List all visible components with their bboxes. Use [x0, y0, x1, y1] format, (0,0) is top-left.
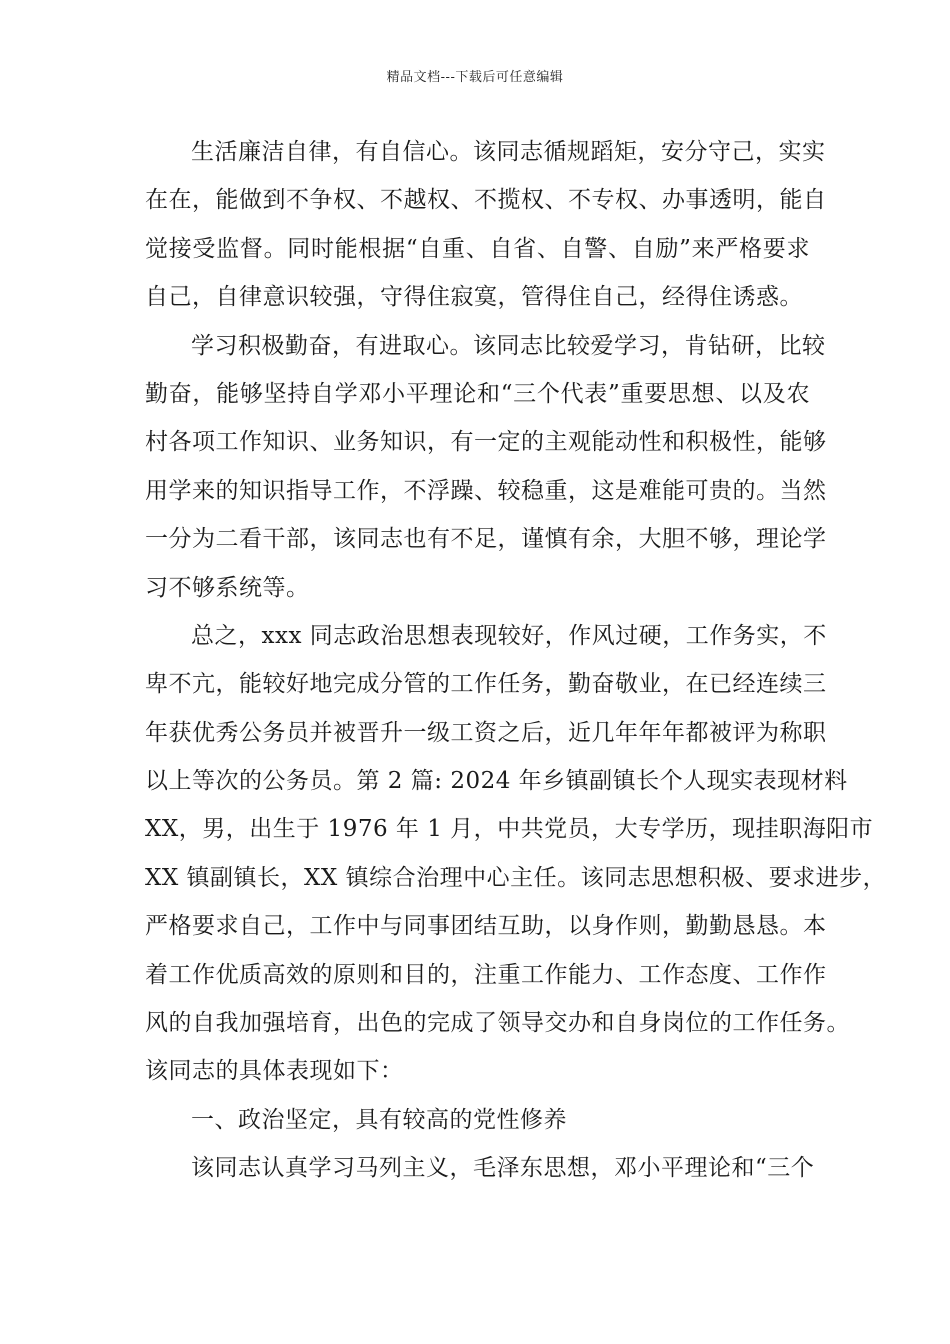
text-line: XX，男，出生于 1976 年 1 月，中共党员，大专学历，现挂职海阳市: [145, 816, 874, 843]
text-line: 一、政治坚定，具有较高的党性修养: [191, 1106, 567, 1133]
text-line: 年获优秀公务员并被晋升一级工资之后，近几年年年都被评为称职: [145, 719, 827, 746]
text-line: 村各项工作知识、业务知识，有一定的主观能动性和积极性，能够: [145, 429, 827, 456]
text-line: 以上等次的公务员。第 2 篇: 2024 年乡镇副镇长个人现实表现材料: [145, 768, 848, 795]
document-body: [145, 128, 887, 1193]
text-line: 卑不亢，能较好地完成分管的工作任务，勤奋敬业，在已经连续三: [145, 671, 827, 698]
text-line: 学习积极勤奋，有进取心。该同志比较爱学习，肯钻研，比较: [191, 332, 826, 359]
text-line: 风的自我加强培育，出色的完成了领导交办和自身岗位的工作任务。: [145, 1010, 850, 1037]
text-line: 自己，自律意识较强，守得住寂寞，管得住自己，经得住诱惑。: [145, 284, 803, 311]
text-line: 在在，能做到不争权、不越权、不揽权、不专权、办事透明，能自: [145, 187, 827, 214]
text-line: 着工作优质高效的原则和目的，注重工作能力、工作态度、工作作: [145, 961, 827, 988]
text-line: 总之，xxx 同志政治思想表现较好，作风过硬，工作务实，不: [191, 622, 827, 649]
text-line: 该同志认真学习马列主义，毛泽东思想，邓小平理论和“三个: [191, 1155, 815, 1182]
text-line: 一分为二看干部，该同志也有不足，谨慎有余，大胆不够，理论学: [145, 526, 827, 553]
text-line: 勤奋，能够坚持自学邓小平理论和“三个代表”重要思想、以及农: [145, 380, 810, 407]
text-line: 习不够系统等。: [145, 574, 310, 601]
text-line: 觉接受监督。同时能根据“自重、自省、自警、自励”来严格要求: [145, 235, 810, 262]
text-line: 严格要求自己，工作中与同事团结互助，以身作则，勤勤恳恳。本: [145, 913, 827, 940]
text-line: 生活廉洁自律，有自信心。该同志循规蹈矩，安分守己，实实: [191, 139, 826, 165]
page-header: 精品文档---下载后可任意编辑: [386, 70, 564, 85]
text-line: 用学来的知识指导工作，不浮躁、较稳重，这是难能可贵的。当然: [145, 477, 827, 504]
text-line: 该同志的具体表现如下：: [145, 1058, 404, 1085]
text-line: XX 镇副镇长，XX 镇综合治理中心主任。该同志思想积极、要求进步，: [145, 864, 887, 891]
